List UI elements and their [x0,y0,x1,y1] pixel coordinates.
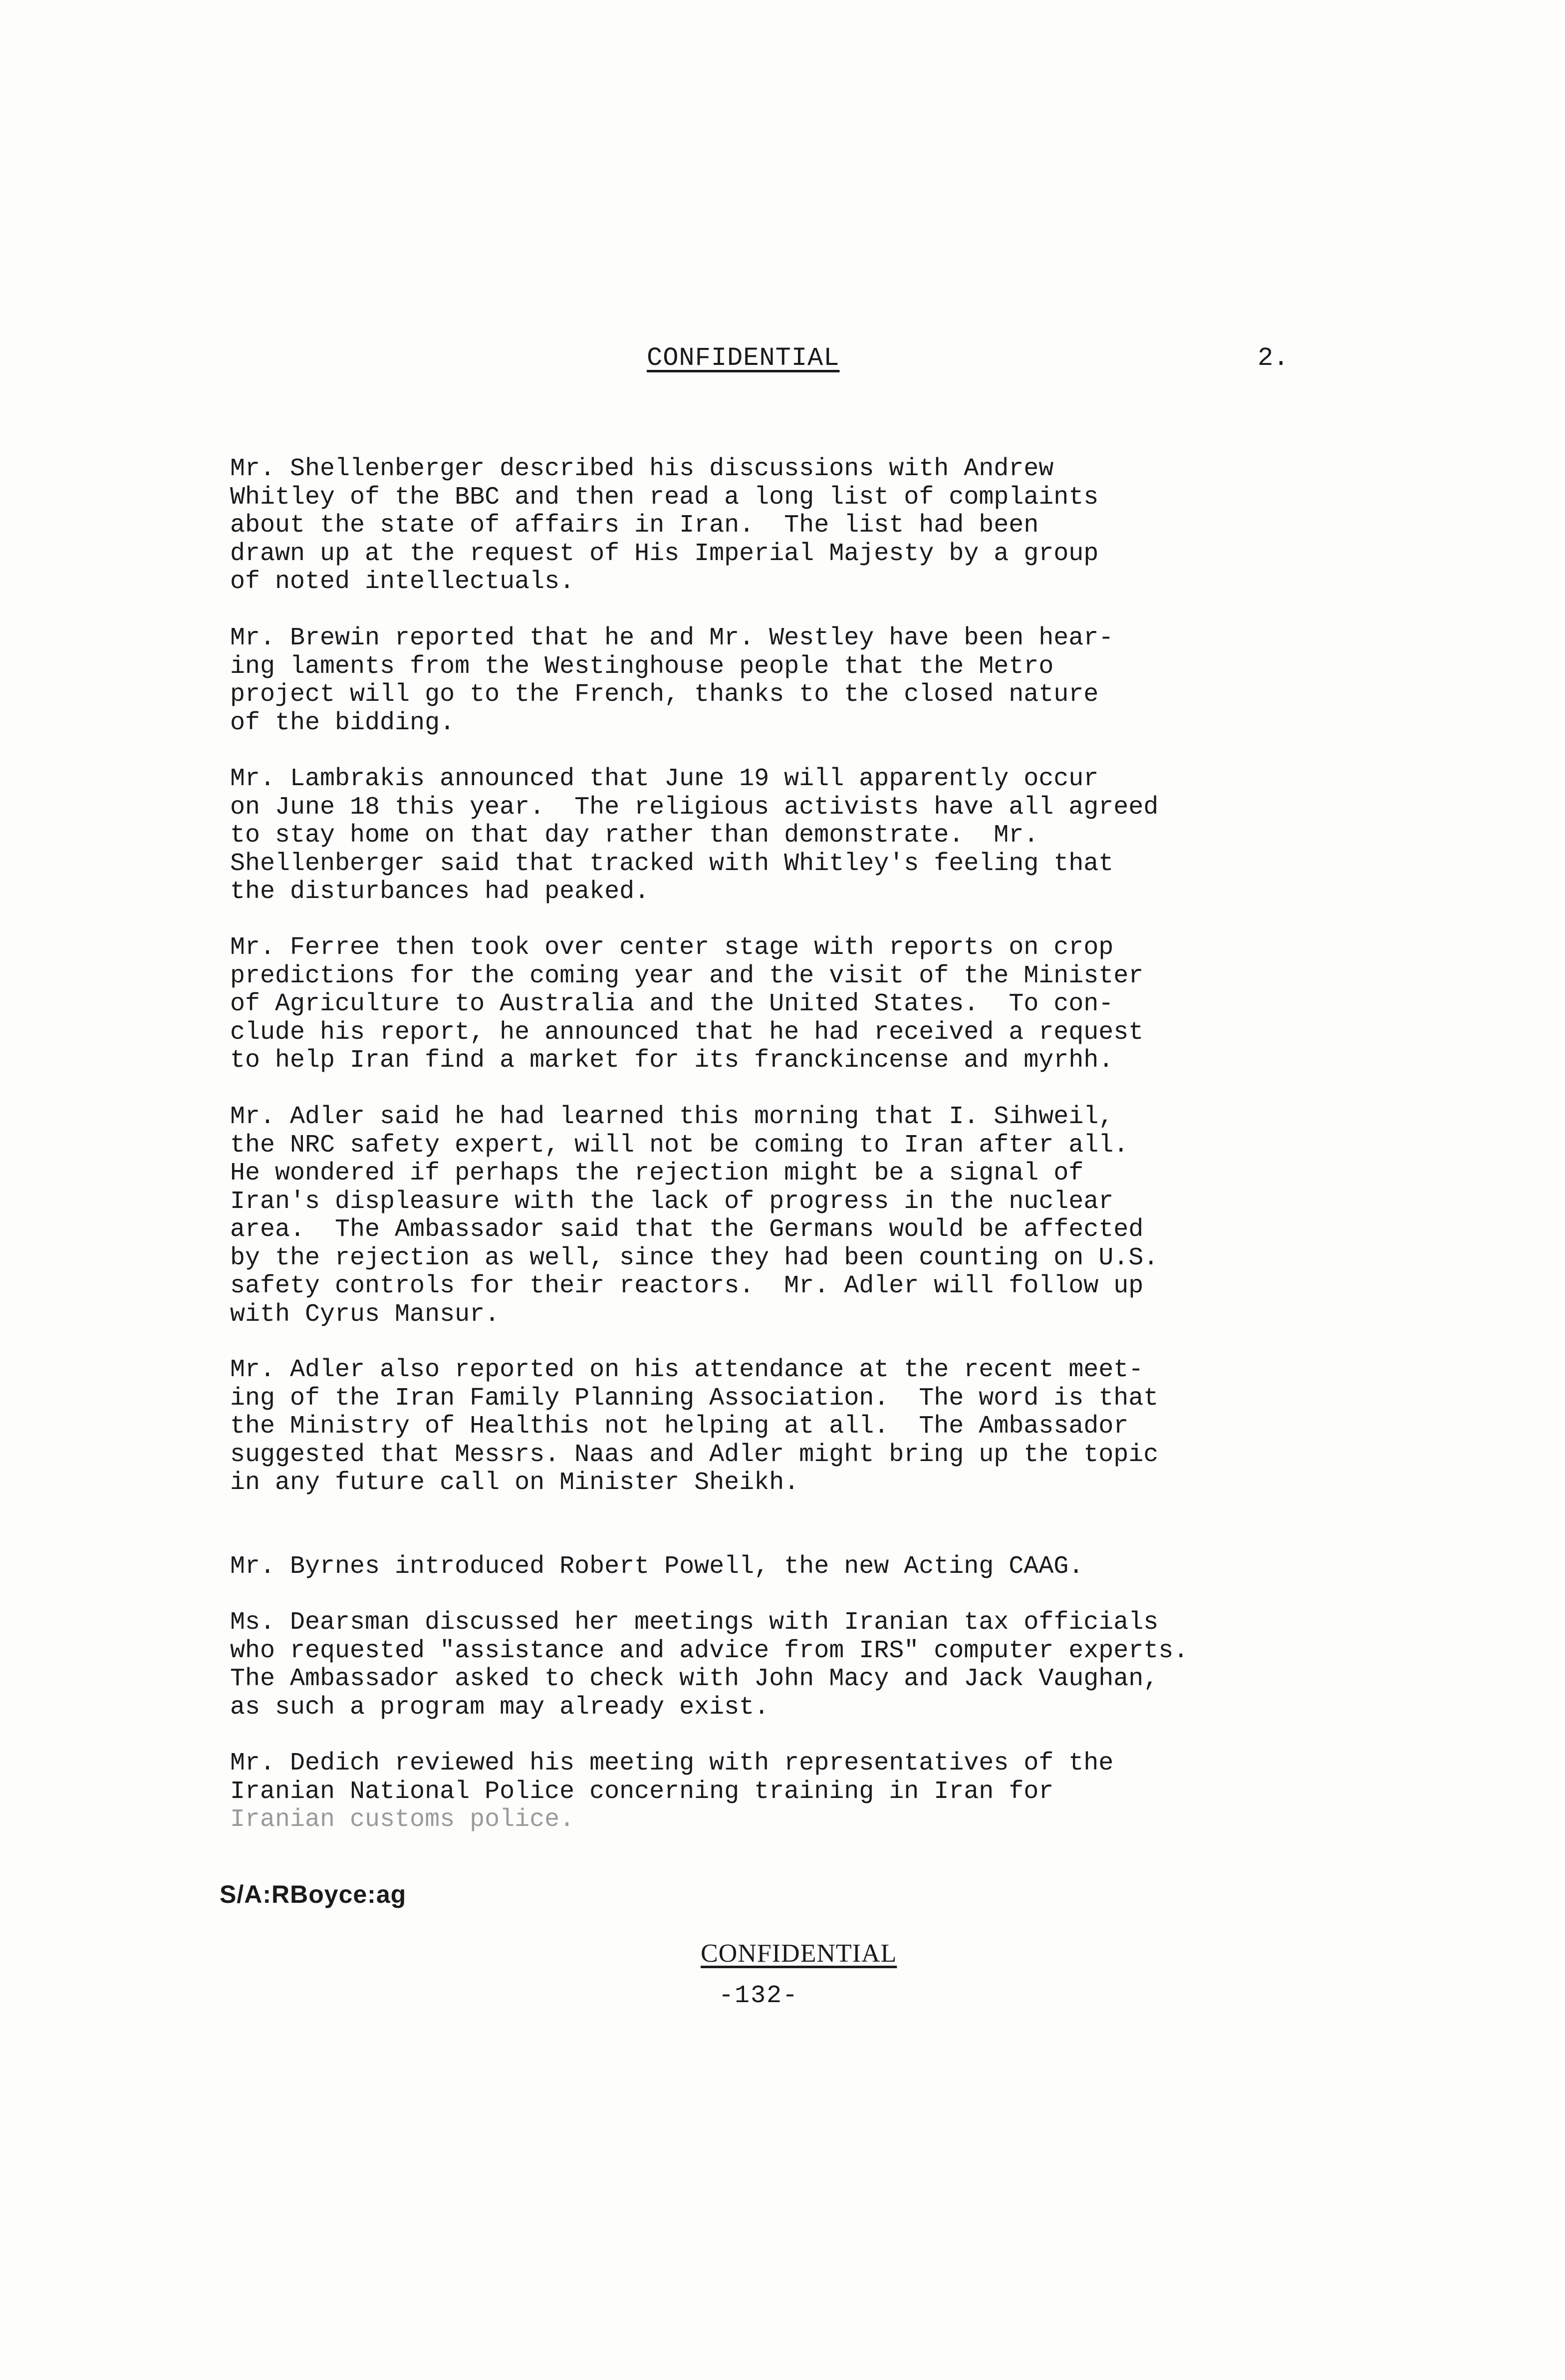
paragraph-lambrakis: Mr. Lambrakis announced that June 19 will apparently occur on June 18 this year. The religious activists have all agreed to stay home on that day rather than demonstrate. Mr. Shellenberger said that tracked with Whitley's feeling that the disturbances had peaked. [230,765,1159,906]
paragraph-dearsman: Ms. Dearsman discussed her meetings with Iranian tax officials who requested "assistance and advice from IRS" computer experts. The Ambassador asked to check with John Macy and Jack Vaughan, as such a program may already exist. [230,1608,1189,1722]
paragraph-ferree: Mr. Ferree then took over center stage with reports on crop predictions for the coming year and the visit of the Minister of Agriculture to Australia and the United States. To con- clude his report, he announced that he had received a request to help Iran find a market for its franckincense and myrhh. [230,933,1144,1075]
header-page-number: 2. [1258,343,1289,373]
paragraph-shellenberger: Mr. Shellenberger described his discussions with Andrew Whitley of the BBC and then read a long list of complaints about the state of affairs in Iran. The list had been drawn up at the request of His Imperial Majesty by a group of noted intellectuals. [230,455,1099,596]
paragraph-byrnes: Mr. Byrnes introduced Robert Powell, the new Acting CAAG. [230,1552,1084,1581]
paragraph-brewin: Mr. Brewin reported that he and Mr. Westley have been hear- ing laments from the Westinghouse people that the Metro project will go to the French, thanks to the closed nature of the bidding. [230,624,1114,737]
header-classification: CONFIDENTIAL [647,343,840,373]
footer-page-number: -132- [719,1982,799,2010]
faded-line: Iranian customs police. [230,1805,575,1834]
paragraph-adler-nrc: Mr. Adler said he had learned this morning that I. Sihweil, the NRC safety expert, will not be coming to Iran after all. He wondered if perhaps the rejection might be a signal of Iran's displeasure with the lack of progress in the nuclear area. The Ambassador said that the Germans would be affected by the rejection as well, since they had been counting on U.S. safety controls for their reactors. Mr. Adler will follow up with Cyrus Mansur. [230,1103,1159,1329]
paragraph-adler-family-planning: Mr. Adler also reported on his attendance at the recent meet- ing of the Iran Family Planning Association. The word is that the Ministry of Healthis not helping at all. The Ambassador suggested that Messrs. Naas and Adler might bring up the topic in any future call on Minister Sheikh. [230,1356,1159,1497]
paragraph-dedich: Mr. Dedich reviewed his meeting with representatives of the Iranian National Police concerning training in Iran for [230,1749,1114,1806]
drafter-initials: S/A:RBoyce:ag [220,1880,407,1908]
footer-classification: CONFIDENTIAL [701,1939,897,1968]
